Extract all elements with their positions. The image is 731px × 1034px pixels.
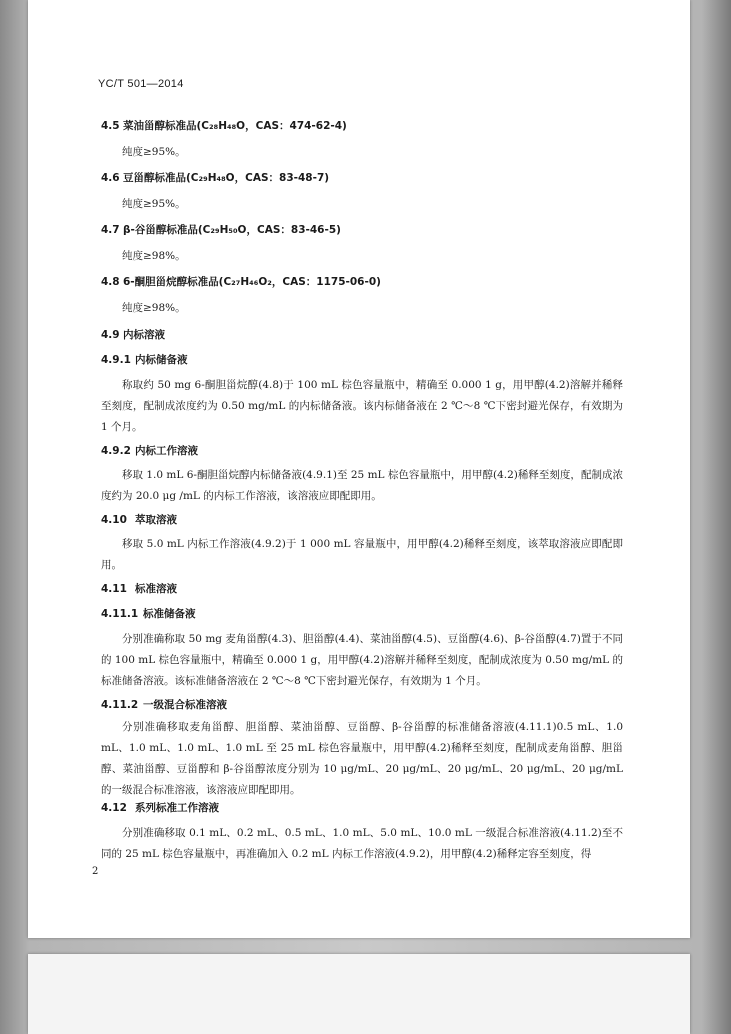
- section-number: 4.10: [101, 514, 127, 526]
- section-title: 系列标准工作溶液: [135, 802, 219, 814]
- purity-text: 纯度≥95%。: [122, 198, 186, 210]
- section-number: 4.9.2: [101, 445, 131, 457]
- section-4-9-heading: [101, 327, 165, 342]
- section-number: 4.9.1: [101, 354, 131, 366]
- section-4-5-heading: [101, 118, 347, 133]
- section-title: 标准储备液: [143, 608, 196, 620]
- paragraph: 移取 1.0 mL 6-酮胆甾烷醇内标储备液(4.9.1)至 25 mL 棕色容量瓶中，用甲醇(4.2)稀释至刻度，配制成浓度约为 20.0 μg /mL 的内标工作溶液，该溶液应即配即用。: [101, 469, 623, 502]
- section-title: 豆甾醇标准品(C₂₉H₄₈O，CAS：83-48-7): [123, 172, 330, 184]
- section-4-11-1-heading: [101, 606, 196, 621]
- document-page: [28, 0, 690, 938]
- section-number: 4.12: [101, 802, 127, 814]
- section-4-8-heading: [101, 274, 381, 289]
- page-number: 2: [92, 866, 99, 877]
- section-number: 4.7: [101, 224, 120, 236]
- section-title: β-谷甾醇标准品(C₂₉H₅₀O，CAS：83-46-5): [123, 224, 341, 236]
- section-4-9-1-heading: [101, 352, 188, 367]
- section-number: 4.9: [101, 329, 120, 341]
- section-4-7-heading: [101, 222, 341, 237]
- purity-text: 纯度≥98%。: [122, 250, 186, 262]
- paragraph: 称取约 50 mg 6-酮胆甾烷醇(4.8)于 100 mL 棕色容量瓶中，精确至 0.000 1 g，用甲醇(4.2)溶解并稀释至刻度，配制成浓度约为 0.50 mg/mL 的内标储备液。该内标储备液在 2 ℃～8 ℃下密封避光保存，有效期为 1 个月。: [101, 379, 623, 433]
- section-number: 4.8: [101, 276, 120, 288]
- purity-text: 纯度≥95%。: [122, 146, 186, 158]
- section-title: 6-酮胆甾烷醇标准品(C₂₇H₄₆O₂，CAS：1175-06-0): [123, 276, 381, 288]
- section-title: 萃取溶液: [135, 514, 177, 526]
- section-4-9-2-heading: [101, 443, 198, 458]
- section-number: 4.6: [101, 172, 120, 184]
- paragraph: 移取 5.0 mL 内标工作溶液(4.9.2)于 1 000 mL 容量瓶中，用甲醇(4.2)稀释至刻度，该萃取溶液应即配即用。: [101, 538, 623, 571]
- section-4-6-heading: [101, 170, 329, 185]
- section-title: 一级混合标准溶液: [143, 699, 227, 711]
- section-4-12-heading: [101, 800, 219, 815]
- section-title: 标准溶液: [135, 583, 177, 595]
- section-number: 4.11.1: [101, 608, 139, 620]
- section-title: 内标储备液: [135, 354, 188, 366]
- standard-header: YC/T 501—2014: [98, 78, 184, 90]
- section-title: 内标溶液: [123, 329, 165, 341]
- next-page: [28, 954, 690, 1034]
- paragraph: 分别准确移取麦角甾醇、胆甾醇、菜油甾醇、豆甾醇、β-谷甾醇的标准储备溶液(4.11.1)0.5 mL、1.0 mL、1.0 mL、1.0 mL、1.0 mL 至 25 mL 棕色容量瓶中，用甲醇(4.2)稀释至刻度，配制成麦角甾醇、胆甾醇、菜油甾醇、豆甾醇和 β-谷甾醇浓度分别为 10 μg/mL、20 μg/mL、20 μg/mL、20 μg/mL、20 μg/mL 的一级混合标准溶液，该溶液应即配即用。: [101, 721, 623, 796]
- section-4-11-2-heading: [101, 697, 227, 712]
- paragraph: 分别准确移取 0.1 mL、0.2 mL、0.5 mL、1.0 mL、5.0 mL、10.0 mL 一级混合标准溶液(4.11.2)至不同的 25 mL 棕色容量瓶中，再准确加入 0.2 mL 内标工作溶液(4.9.2)，用甲醇(4.2)稀释定容至刻度，得: [101, 827, 623, 860]
- paragraph: 分别准确称取 50 mg 麦角甾醇(4.3)、胆甾醇(4.4)、菜油甾醇(4.5)、豆甾醇(4.6)、β-谷甾醇(4.7)置于不同的 100 mL 棕色容量瓶中，精确至 0.000 1 g，用甲醇(4.2)溶解并稀释至刻度，配制成浓度为 0.50 mg/mL 的标准储备溶液。该标准储备溶液在 2 ℃～8 ℃下密封避光保存，有效期为 1 个月。: [101, 633, 623, 687]
- section-title: 内标工作溶液: [135, 445, 198, 457]
- section-number: 4.5: [101, 120, 120, 132]
- purity-text: 纯度≥98%。: [122, 302, 186, 314]
- section-4-11-heading: [101, 581, 177, 596]
- section-4-10-heading: [101, 512, 177, 527]
- section-number: 4.11: [101, 583, 127, 595]
- section-title: 菜油甾醇标准品(C₂₈H₄₈O，CAS：474-62-4): [123, 120, 347, 132]
- section-number: 4.11.2: [101, 699, 139, 711]
